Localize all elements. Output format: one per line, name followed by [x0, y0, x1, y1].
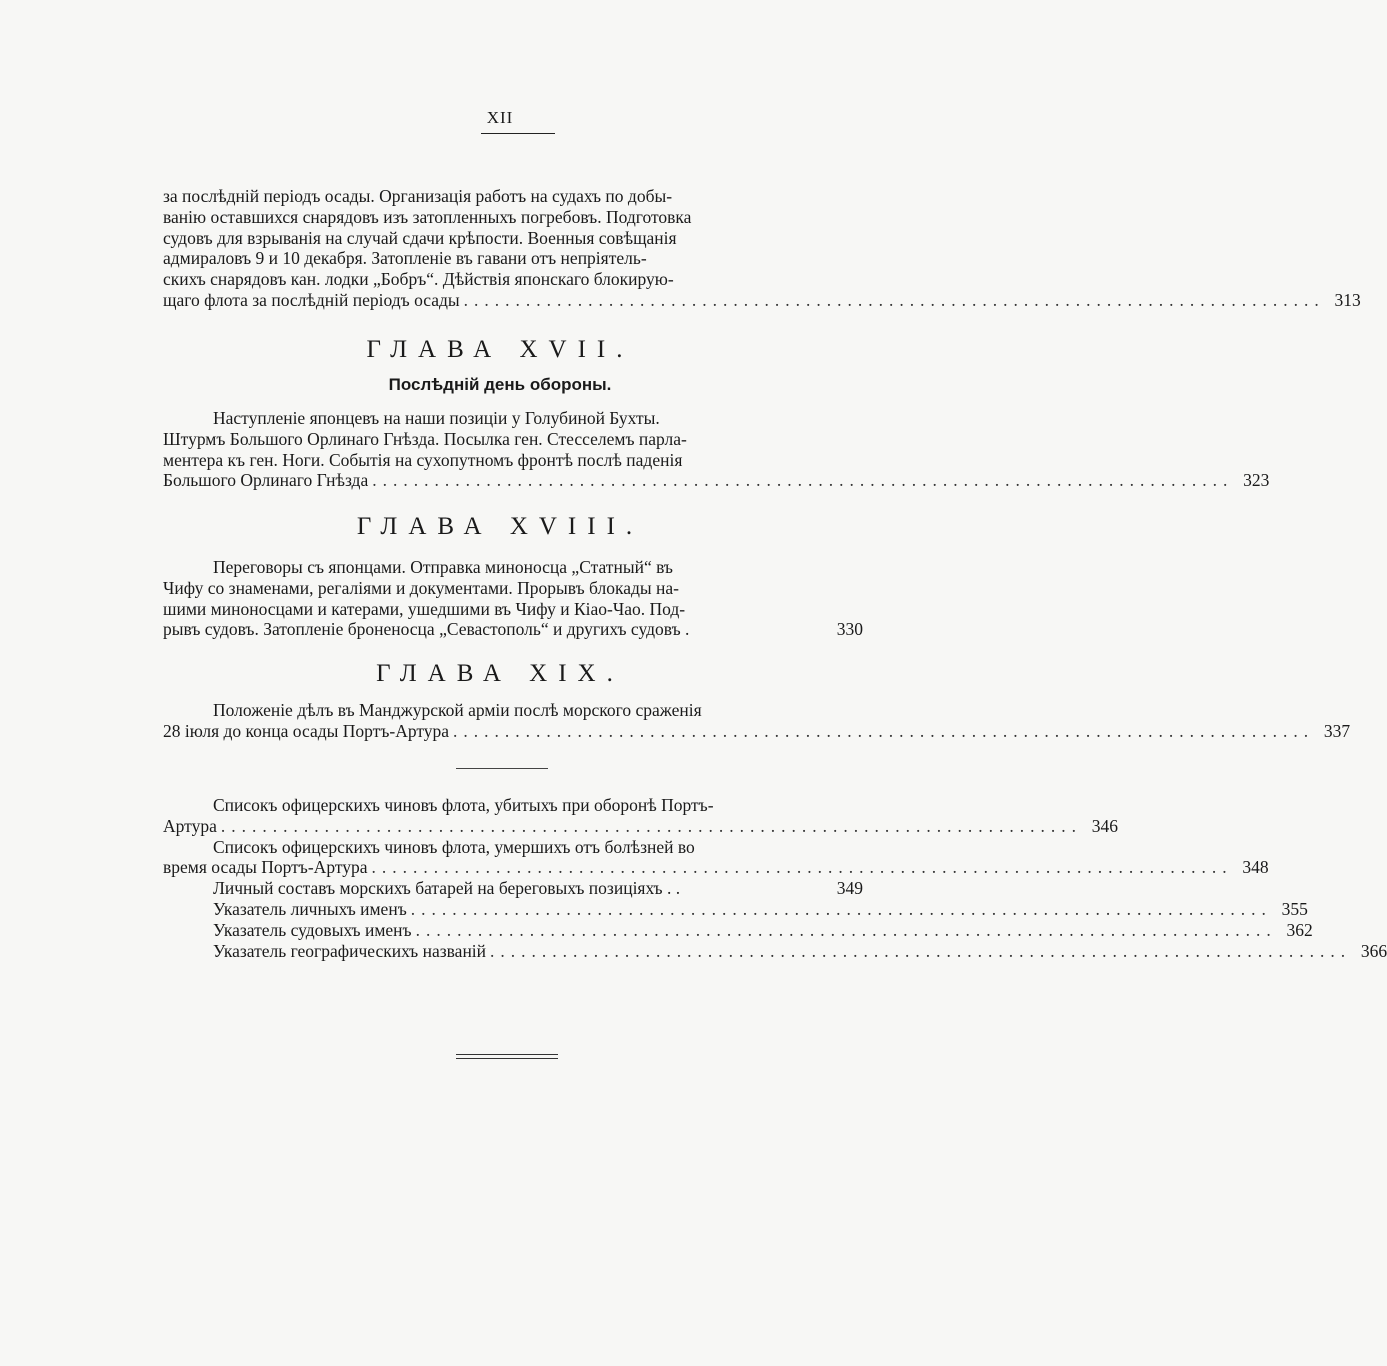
end-rule-top	[456, 1054, 558, 1055]
intro-last-line: щаго флота за послѣдній періодъ осады	[163, 289, 460, 310]
intro-page: 313	[1334, 289, 1361, 310]
appendix-item-2-last: время осады Портъ-Артура	[163, 857, 368, 878]
appendix-item-5	[163, 919, 1313, 941]
appendix-item-1-last: Артура	[163, 815, 217, 836]
chapter-17-entry	[163, 408, 1270, 491]
chapter-17-line: Наступленіе японцевъ на наши позиціи у Голубиной Бухты.	[213, 408, 660, 428]
appendix-item-1-first: Списокъ офицерскихъ чиновъ флота, убитыхъ при оборонѣ Портъ-	[213, 795, 714, 815]
chapter-17-heading: ГЛАВА XVII.	[366, 336, 634, 363]
appendix-list	[163, 795, 1387, 961]
page-number-rule	[481, 133, 555, 134]
section-divider	[456, 768, 548, 769]
chapter-18-leader-line	[163, 619, 863, 640]
intro-entry	[163, 186, 1361, 311]
intro-line: за послѣдній періодъ осады. Организація работъ на судахъ по добы-	[163, 186, 673, 206]
dot-leader: ...................................................................................	[463, 289, 1325, 310]
intro-line: ванію оставшихся снарядовъ изъ затопленныхъ погребовъ. Подготовка	[163, 206, 692, 227]
appendix-item-3-page: 349	[836, 878, 863, 899]
intro-line: судовъ для взрыванія на случай сдачи крѣпости. Военныя совѣщанія	[163, 227, 677, 248]
dot-leader: ...................................................................................	[371, 857, 1233, 878]
appendix-item-5-page: 362	[1286, 919, 1313, 940]
dot-leader: ...................................................................................	[410, 898, 1272, 919]
chapter-17-subtitle: Послѣдній день обороны.	[388, 375, 612, 394]
appendix-item-4	[163, 898, 1308, 920]
chapter-18-heading: ГЛАВА XVIII.	[356, 513, 644, 540]
appendix-item-1	[163, 815, 1118, 837]
chapter-18-page: 330	[836, 619, 863, 640]
appendix-item-6	[163, 940, 1387, 962]
end-rule-bottom	[456, 1058, 558, 1059]
dot-leader: ...................................................................................	[220, 815, 1082, 836]
chapter-18-line: шими миноносцами и катерами, ушедшими въ Чифу и Кіао-Чао. Под-	[163, 598, 686, 619]
chapter-18-line: Переговоры съ японцами. Отправка миноносца „Статный“ въ	[213, 557, 673, 577]
appendix-item-2-page: 348	[1242, 857, 1269, 878]
dot-leader: ...................................................................................	[490, 940, 1352, 961]
dot-leader: ...................................................................................	[453, 720, 1315, 741]
appendix-item-4-text: Указатель личныхъ именъ	[213, 898, 407, 919]
intro-line: скихъ снарядовъ кан. лодки „Бобръ“. Дѣйствія японскаго блокирую-	[163, 269, 674, 290]
chapter-18-entry	[163, 557, 863, 640]
appendix-item-1-page: 346	[1091, 815, 1118, 836]
appendix-item-3	[163, 878, 863, 899]
chapter-19-page: 337	[1323, 720, 1351, 741]
chapter-19-heading: ГЛАВА XIX.	[376, 660, 624, 687]
intro-leader-line	[163, 289, 1361, 311]
appendix-item-3-text: Личный составъ морскихъ батарей на береговыхъ позиціяхъ . .	[213, 878, 681, 899]
chapter-18-last-line: рывъ судовъ. Затопленіе броненосца „Севастополь“ и другихъ судовъ .	[163, 619, 690, 640]
appendix-item-6-text: Указатель географическихъ названій	[213, 940, 487, 961]
page-number: XII	[486, 108, 514, 127]
chapter-17-page: 323	[1243, 470, 1270, 491]
chapter-19-leader-line	[163, 720, 1351, 742]
appendix-item-6-page: 366	[1360, 940, 1387, 961]
chapter-19-last-line: 28 іюля до конца осады Портъ-Артура	[163, 720, 450, 741]
chapter-17-last-line: Большого Орлинаго Гнѣзда	[163, 470, 369, 491]
chapter-17-line: Штурмъ Большого Орлинаго Гнѣзда. Посылка ген. Стесселемъ парла-	[163, 428, 687, 449]
chapter-17-line: ментера къ ген. Ноги. Событія на сухопутномъ фронтѣ послѣ паденія	[163, 449, 683, 470]
dot-leader: ...................................................................................	[372, 470, 1234, 491]
chapter-19-entry	[163, 700, 1351, 742]
appendix-item-2	[163, 857, 1269, 878]
appendix-item-4-page: 355	[1281, 898, 1308, 919]
dot-leader: ...................................................................................	[415, 919, 1277, 940]
intro-line: адмираловъ 9 и 10 декабря. Затопленіе въ гавани отъ непріятель-	[163, 248, 647, 269]
chapter-17-leader-line	[163, 470, 1270, 491]
appendix-item-2-first: Списокъ офицерскихъ чиновъ флота, умершихъ отъ болѣзней во	[213, 836, 695, 857]
appendix-item-5-text: Указатель судовыхъ именъ	[213, 919, 412, 940]
chapter-19-line: Положеніе дѣлъ въ Манджурской арміи послѣ морского сраженія	[213, 700, 702, 720]
chapter-18-line: Чифу со знаменами, регаліями и документами. Прорывъ блокады на-	[163, 577, 679, 598]
